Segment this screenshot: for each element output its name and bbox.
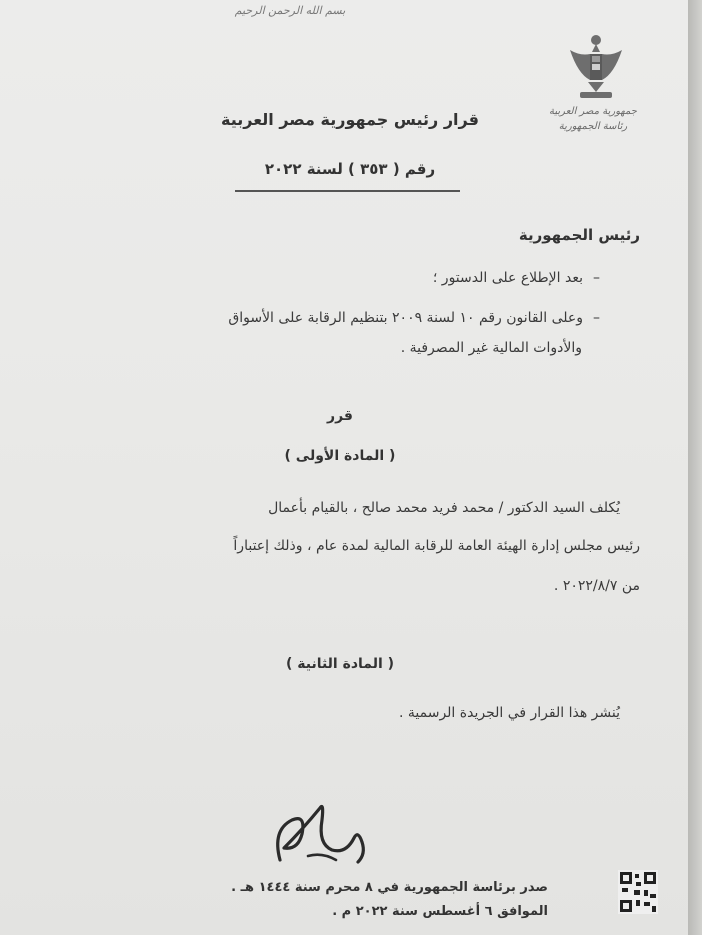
eagle-emblem-icon — [566, 30, 626, 102]
article-1-line-1: يُكلف السيد الدكتور / محمد فريد محمد صالح ، بالقيام بأعمال — [268, 500, 620, 516]
page-edge — [688, 0, 702, 935]
qr-code-icon — [618, 870, 658, 914]
article-1-line-3: من ٢٠٢٢/٨/٧ . — [553, 578, 640, 594]
letterhead-line-presidency: رئاسة الجمهورية — [558, 121, 628, 132]
preamble-line-3: والأدوات المالية غير المصرفية . — [400, 340, 582, 356]
issued-line-gregorian: الموافق ٦ أغسطس سنة ٢٠٢٢ م . — [332, 904, 548, 919]
article-1-line-2: رئيس مجلس إدارة الهيئة العامة للرقابة المالية لمدة عام ، وذلك إعتباراً — [233, 538, 640, 554]
basmala: بسم الله الرحمن الرحيم — [234, 4, 346, 17]
signature-icon — [262, 790, 382, 880]
article-2-line: يُنشر هذا القرار في الجريدة الرسمية . — [398, 705, 620, 721]
decided-heading: قرر — [327, 408, 353, 424]
preamble-line-2: –وعلى القانون رقم ١٠ لسنة ٢٠٠٩ بتنظيم الرقابة على الأسواق — [228, 310, 600, 326]
issued-line-hijri: صدر برئاسة الجمهورية في ٨ محرم سنة ١٤٤٤ هـ . — [231, 880, 548, 895]
article-2-heading: ( المادة الثانية ) — [285, 656, 395, 672]
letterhead-line-country: جمهورية مصر العربية — [549, 106, 637, 117]
issued-statement — [150, 876, 548, 924]
article-1-heading: ( المادة الأولى ) — [284, 448, 396, 464]
decree-number: رقم ( ٣٥٣ ) لسنة ٢٠٢٢ — [264, 160, 436, 178]
title-underline — [235, 190, 460, 192]
president-heading: رئيس الجمهورية — [518, 226, 640, 244]
preamble-line-1: –بعد الإطلاع على الدستور ؛ — [432, 270, 600, 286]
decree-title: قرار رئيس جمهورية مصر العربية — [221, 110, 479, 129]
letterhead — [538, 104, 648, 164]
